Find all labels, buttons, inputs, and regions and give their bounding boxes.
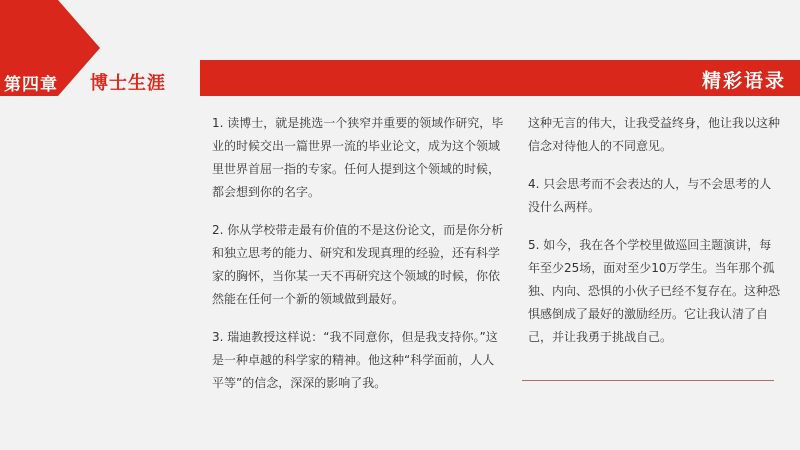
quote-paragraph: 3. 瑞迪教授这样说：“我不同意你，但是我支持你。”这是一种卓越的科学家的精神。他这种“科学面前，人人平等”的信念，深深的影响了我。 (212, 330, 498, 390)
quote-paragraph: 5. 如今，我在各个学校里做巡回主题演讲，每年至少25场，面对至少10万学生。当年那个孤独、内向、恐惧的小伙子已经不复存在。这种恐惧感倒成了最好的激励经历。它让我认清了自己，并让我勇于挑战自己。 (528, 238, 781, 344)
divider-line (522, 380, 774, 381)
header-bar (200, 60, 800, 96)
quotes-right-column (528, 112, 780, 364)
section-title: 博士生涯 (90, 73, 166, 94)
quote-paragraph: 这种无言的伟大，让我受益终身，他让我以这种信念对待他人的不同意见。 (528, 116, 781, 153)
quotes-left-column (212, 112, 504, 410)
header-label: 精彩语录 (701, 70, 786, 92)
quote-paragraph: 4. 只会思考而不会表达的人，与不会思考的人没什么两样。 (528, 177, 772, 214)
quote-paragraph: 1. 读博士，就是挑选一个狭窄并重要的领域作研究，毕业的时候交出一篇世界一流的毕业论文，成为这个领域里世界首屈一指的专家。任何人提到这个领域的时候，都会想到你的名字。 (212, 116, 504, 199)
quote-paragraph: 2. 你从学校带走最有价值的不是这份论文，而是你分析和独立思考的能力、研究和发现真理的经验，还有科学家的胸怀，当你某一天不再研究这个领域的时候，你依然能在任何一个新的领域做到最好。 (212, 223, 504, 306)
chapter-label: 第四章 (4, 75, 58, 95)
